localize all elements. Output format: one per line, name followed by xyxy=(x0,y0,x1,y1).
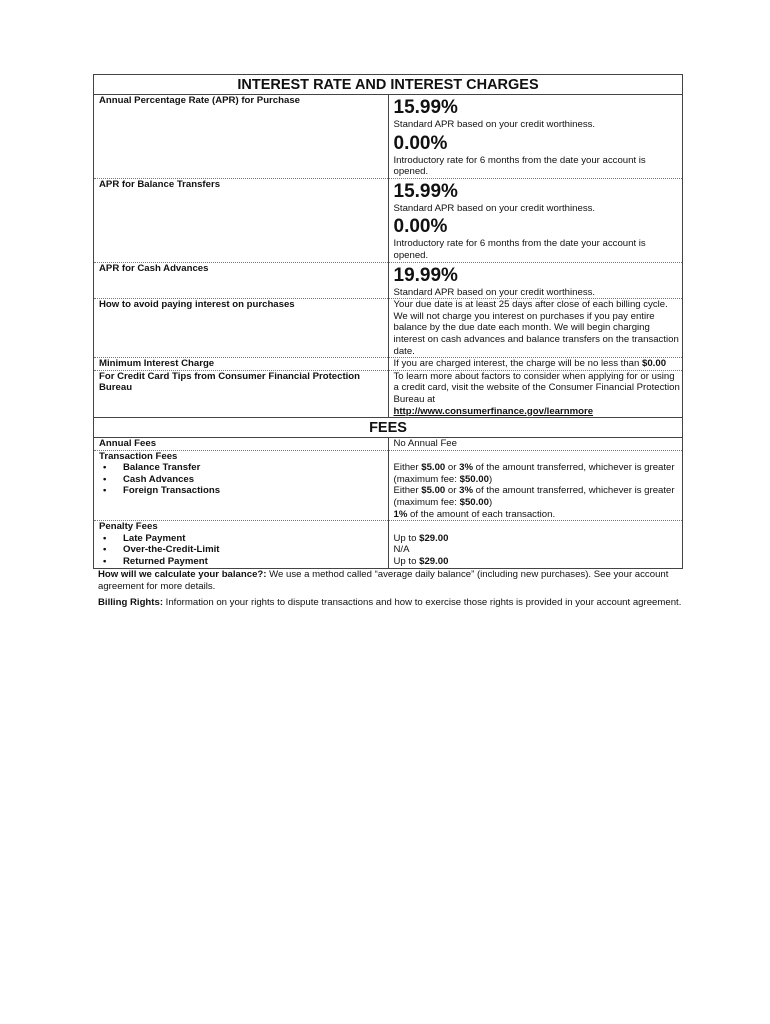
tips-row xyxy=(94,370,683,417)
annual-fee-value: No Annual Fee xyxy=(388,438,683,451)
cash-advance-rate: 19.99% xyxy=(393,264,458,286)
minimum-charge-amount: $0.00 xyxy=(642,358,667,370)
cash-advance-apr-row xyxy=(94,262,683,299)
foreign-transaction-fee: 1% of the amount of each transaction. xyxy=(393,508,556,520)
balance-transfer-apr-row xyxy=(94,178,683,262)
purchase-apr-note: Standard APR based on your credit worthiness. xyxy=(393,119,596,130)
list-item: • Late Payment xyxy=(99,533,386,545)
cash-advance-fee: Either $5.00 or 3% of the amount transferred, whichever is greater (maximum fee: $50.00) xyxy=(393,485,675,509)
returned-payment-fee: Up to $29.00 xyxy=(393,556,449,568)
schumer-box xyxy=(93,74,683,612)
cfpb-link[interactable]: http://www.consumerfinance.gov/learnmore xyxy=(393,405,594,417)
transaction-fees-label: Transaction Fees xyxy=(99,450,178,462)
purchase-intro-note: Introductory rate for 6 months from the date your account is opened. xyxy=(393,154,646,178)
balance-transfer-intro-rate: 0.00% xyxy=(393,216,448,238)
transaction-fees-row xyxy=(94,450,683,521)
late-payment-fee: Up to $29.00 xyxy=(393,532,449,544)
avoid-interest-label: How to avoid paying interest on purchases xyxy=(94,299,389,358)
annual-fee-row xyxy=(94,438,683,451)
list-item: • Balance Transfer xyxy=(99,462,386,474)
balance-transfer-label: APR for Balance Transfers xyxy=(94,178,389,262)
penalty-fees-label: Penalty Fees xyxy=(99,521,158,533)
minimum-charge-label: Minimum Interest Charge xyxy=(94,358,389,371)
purchase-apr-row xyxy=(94,95,683,179)
balance-transfer-fee: Either $5.00 or 3% of the amount transferred, whichever is greater (maximum fee: $50.00) xyxy=(393,462,675,485)
transaction-fees-list xyxy=(99,462,386,497)
avoid-interest-text: Your due date is at least 25 days after close of each billing cycle. We will not charge you interest on purchases if you pay entire balance by the due date each month. We will begin charging interest on cash advances and balance transfers on the transaction date. xyxy=(388,299,683,358)
penalty-fees-list xyxy=(99,533,386,568)
balance-transfer-intro-note: Introductory rate for 6 months from the date your account is opened. xyxy=(393,238,646,261)
avoid-interest-row xyxy=(94,299,683,358)
billing-rights-note: Billing Rights: Information on your rights to dispute transactions and how to exercise those rights is provided in your account agreement. xyxy=(98,596,682,608)
tips-text: To learn more about factors to consider when applying for or using a credit card, visit the website of the Consumer Financial Protection Bureau at xyxy=(393,370,680,405)
list-item: • Cash Advances xyxy=(99,474,386,486)
cash-advance-label: APR for Cash Advances xyxy=(94,262,389,299)
footer-notes xyxy=(93,569,683,610)
balance-transfer-note: Standard APR based on your credit worthiness. xyxy=(393,202,596,214)
purchase-intro-rate: 0.00% xyxy=(393,132,448,154)
minimum-charge-text: If you are charged interest, the charge will be no less than xyxy=(393,358,643,370)
list-item: • Foreign Transactions xyxy=(99,485,386,497)
penalty-fees-row xyxy=(94,521,683,568)
balance-transfer-rate: 15.99% xyxy=(393,180,458,202)
list-item: • Over-the-Credit-Limit xyxy=(99,544,386,556)
list-item: • Returned Payment xyxy=(99,556,386,568)
fees-section-title: FEES xyxy=(94,418,683,438)
interest-section-title: INTEREST RATE AND INTEREST CHARGES xyxy=(94,75,683,95)
purchase-apr-rate: 15.99% xyxy=(393,97,458,118)
balance-method-note: How will we calculate your balance?: We use a method called “average daily balance” (including new purchases). See your account agreement for more details. xyxy=(98,568,669,593)
over-limit-fee: N/A xyxy=(393,544,410,556)
tips-label: For Credit Card Tips from Consumer Financial Protection Bureau xyxy=(94,370,389,417)
disclosure-table xyxy=(93,74,683,569)
cash-advance-note: Standard APR based on your credit worthiness. xyxy=(393,286,596,298)
minimum-charge-row xyxy=(94,358,683,371)
annual-fee-label: Annual Fees xyxy=(94,438,389,451)
purchase-apr-label: Annual Percentage Rate (APR) for Purchase xyxy=(94,95,389,179)
